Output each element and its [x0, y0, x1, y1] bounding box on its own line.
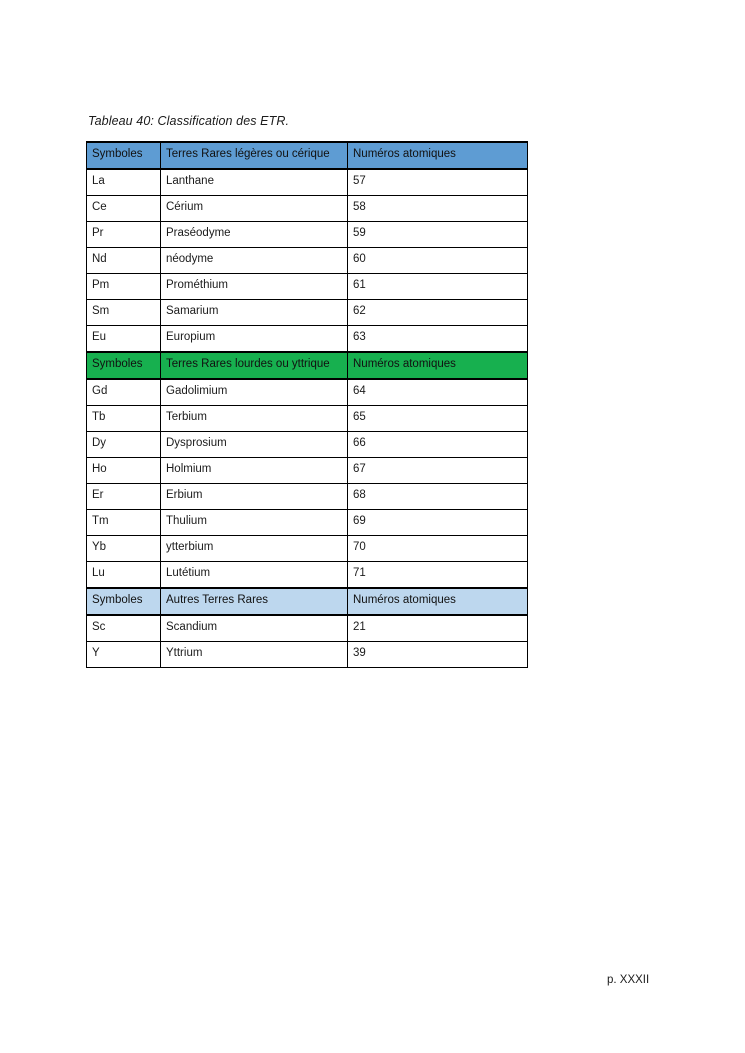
table-row [87, 642, 528, 668]
symbol-cell: Sm [87, 300, 161, 326]
symbol-cell: Tm [87, 510, 161, 536]
section-header-row [87, 352, 528, 379]
atomic-number-cell: 21 [348, 615, 528, 642]
table-row [87, 169, 528, 196]
table-row [87, 222, 528, 248]
symbol-cell: Ce [87, 196, 161, 222]
atomic-number-cell: 69 [348, 510, 528, 536]
table-row [87, 274, 528, 300]
symbol-cell: Pm [87, 274, 161, 300]
atomic-number-cell: 58 [348, 196, 528, 222]
atomic-number-cell: 39 [348, 642, 528, 668]
table-row [87, 562, 528, 589]
header-atomic-number-cell: Numéros atomiques [348, 588, 528, 615]
name-cell: Cérium [161, 196, 348, 222]
atomic-number-cell: 67 [348, 458, 528, 484]
section-header-row [87, 142, 528, 169]
name-cell: Lutétium [161, 562, 348, 589]
symbol-cell: La [87, 169, 161, 196]
table-row [87, 484, 528, 510]
table-row [87, 379, 528, 406]
atomic-number-cell: 64 [348, 379, 528, 406]
atomic-number-cell: 66 [348, 432, 528, 458]
name-cell: Terbium [161, 406, 348, 432]
name-cell: Europium [161, 326, 348, 353]
table-row [87, 196, 528, 222]
table-row [87, 536, 528, 562]
name-cell: Scandium [161, 615, 348, 642]
atomic-number-cell: 59 [348, 222, 528, 248]
table-row [87, 300, 528, 326]
symbol-cell: Ho [87, 458, 161, 484]
header-symbol-cell: Symboles [87, 142, 161, 169]
symbol-cell: Pr [87, 222, 161, 248]
table-row [87, 406, 528, 432]
atomic-number-cell: 71 [348, 562, 528, 589]
name-cell: Samarium [161, 300, 348, 326]
symbol-cell: Nd [87, 248, 161, 274]
header-atomic-number-cell: Numéros atomiques [348, 352, 528, 379]
table-row [87, 432, 528, 458]
name-cell: Lanthane [161, 169, 348, 196]
symbol-cell: Tb [87, 406, 161, 432]
symbol-cell: Y [87, 642, 161, 668]
atomic-number-cell: 68 [348, 484, 528, 510]
name-cell: Praséodyme [161, 222, 348, 248]
atomic-number-cell: 61 [348, 274, 528, 300]
atomic-number-cell: 60 [348, 248, 528, 274]
atomic-number-cell: 62 [348, 300, 528, 326]
table-row [87, 615, 528, 642]
symbol-cell: Yb [87, 536, 161, 562]
table-caption: Tableau 40: Classification des ETR. [88, 114, 290, 128]
etr-classification-table [86, 141, 528, 668]
header-name-cell: Autres Terres Rares [161, 588, 348, 615]
name-cell: Gadolimium [161, 379, 348, 406]
name-cell: néodyme [161, 248, 348, 274]
name-cell: Prométhium [161, 274, 348, 300]
symbol-cell: Dy [87, 432, 161, 458]
name-cell: Erbium [161, 484, 348, 510]
table-row [87, 248, 528, 274]
atomic-number-cell: 70 [348, 536, 528, 562]
name-cell: Holmium [161, 458, 348, 484]
name-cell: Dysprosium [161, 432, 348, 458]
table-row [87, 458, 528, 484]
header-name-cell: Terres Rares légères ou cérique [161, 142, 348, 169]
symbol-cell: Sc [87, 615, 161, 642]
header-atomic-number-cell: Numéros atomiques [348, 142, 528, 169]
symbol-cell: Eu [87, 326, 161, 353]
name-cell: Thulium [161, 510, 348, 536]
symbol-cell: Lu [87, 562, 161, 589]
header-symbol-cell: Symboles [87, 352, 161, 379]
name-cell: Yttrium [161, 642, 348, 668]
table-row [87, 510, 528, 536]
symbol-cell: Gd [87, 379, 161, 406]
atomic-number-cell: 65 [348, 406, 528, 432]
table-row [87, 326, 528, 353]
atomic-number-cell: 63 [348, 326, 528, 353]
page-number: p. XXXII [607, 974, 650, 986]
etr-table-body [87, 142, 528, 668]
header-name-cell: Terres Rares lourdes ou yttrique [161, 352, 348, 379]
atomic-number-cell: 57 [348, 169, 528, 196]
name-cell: ytterbium [161, 536, 348, 562]
section-header-row [87, 588, 528, 615]
header-symbol-cell: Symboles [87, 588, 161, 615]
symbol-cell: Er [87, 484, 161, 510]
